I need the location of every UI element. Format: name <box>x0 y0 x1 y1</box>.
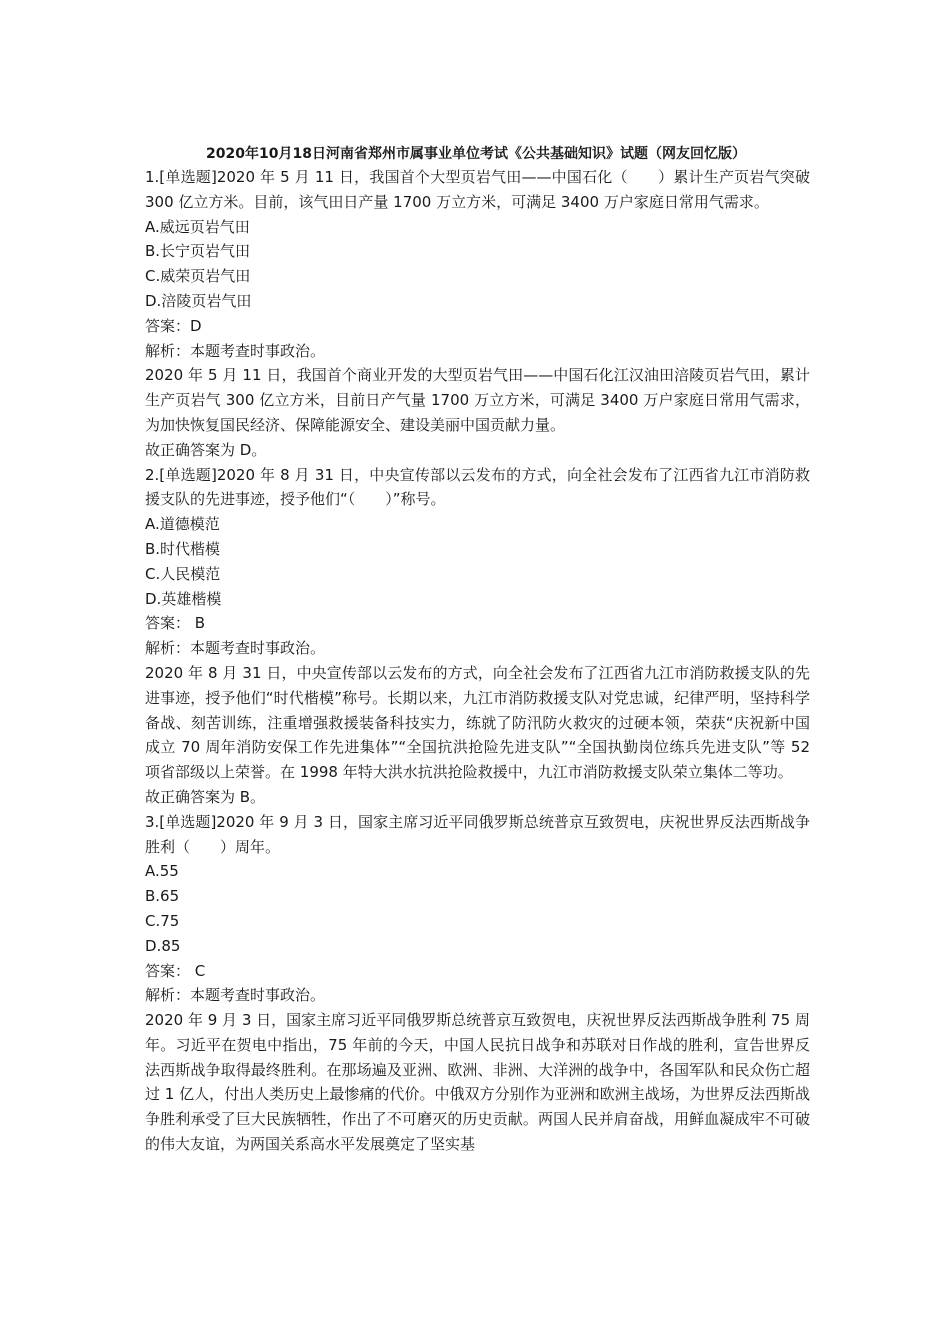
question-2-option-c: C.人民模范 <box>145 564 221 583</box>
question-3-option-a: A.55 <box>145 862 179 881</box>
question-3-answer: 答案： C <box>145 961 206 980</box>
question-1-conclusion: 故正确答案为 D。 <box>145 440 267 459</box>
question-2-option-b: B.时代楷模 <box>145 539 221 558</box>
question-2-answer: 答案： B <box>145 614 206 633</box>
question-2-analysis: 2020 年 8 月 31 日，中央宣传部以云发布的方式，向全社会发布了江西省九江市消防救援支队的先进事迹，授予他们“时代楷模”称号。长期以来，九江市消防救援支队对党忠诚，纪律严明，坚持科学备战、刻苦训练，注重增强救援装备科技实力，练就了防汛防火救灾的过硬本领，荣获“庆祝新中国成立 70 周年消防安保工作先进集体”“全国抗洪抢险先进支队”“全国执勤岗位练兵先进支队”等 52 项省部级以上荣誉。在 1998 年特大洪水抗洪抢险救援中，九江市消防救援支队荣立集体二等功。 <box>145 663 810 782</box>
question-1-option-a: A.威远页岩气田 <box>145 217 250 236</box>
question-3-stem: 3.[单选题]2020 年 9 月 3 日，国家主席习近平同俄罗斯总统普京互致贺电，庆祝世界反法西斯战争胜利（ ）周年。 <box>145 812 810 856</box>
question-1-option-c: C.威荣页岩气田 <box>145 267 251 286</box>
question-1-option-b: B.长宁页岩气田 <box>145 242 251 261</box>
document-body <box>145 165 810 1157</box>
question-3-analysis-label: 解析：本题考查时事政治。 <box>145 986 326 1005</box>
question-1-answer: 答案：D <box>145 316 202 335</box>
question-1-stem: 1.[单选题]2020 年 5 月 11 日，我国首个大型页岩气田——中国石化（ ）累计生产页岩气突破 300 亿立方米。目前，该气田日产量 1700 万立方米，可满足 3400 万户家庭日常用气需求。 <box>145 168 810 211</box>
question-1-analysis: 2020 年 5 月 11 日，我国首个商业开发的大型页岩气田——中国石化江汉油田涪陵页岩气田，累计生产页岩气 300 亿立方米，目前日产气量 1700 万立方米，可满足 3400 万户家庭日常用气需求，为加快恢复国民经济、保障能源安全、建设美丽中国贡献力量。 <box>145 366 810 434</box>
question-1-analysis-label: 解析：本题考查时事政治。 <box>145 341 326 360</box>
question-2-stem: 2.[单选题]2020 年 8 月 31 日，中央宣传部以云发布的方式，向全社会发布了江西省九江市消防救援支队的先进事迹，授予他们“（ ）”称号。 <box>145 465 810 509</box>
question-2-conclusion: 故正确答案为 B。 <box>145 787 266 806</box>
question-1-option-d: D.涪陵页岩气田 <box>145 291 252 310</box>
question-3-option-b: B.65 <box>145 887 180 906</box>
question-2-option-a: A.道德模范 <box>145 515 220 534</box>
question-3-option-c: C.75 <box>145 911 180 930</box>
question-2-analysis-label: 解析：本题考查时事政治。 <box>145 639 326 658</box>
question-3-analysis: 2020 年 9 月 3 日，国家主席习近平同俄罗斯总统普京互致贺电，庆祝世界反法西斯战争胜利 75 周年。习近平在贺电中指出，75 年前的今天，中国人民抗日战争和苏联对日作战的胜利，宣告世界反法西斯战争取得最终胜利。在那场遍及亚洲、欧洲、非洲、大洋洲的战争中，各国军队和民众伤亡超过 1 亿人，付出人类历史上最惨痛的代价。中俄双方分别作为亚洲和欧洲主战场，为世界反法西斯战争胜利承受了巨大民族牺牲，作出了不可磨灭的历史贡献。两国人民并肩奋战，用鲜血凝成牢不可破的伟大友谊，为两国关系高水平发展奠定了坚实基 <box>145 1011 810 1154</box>
question-2-option-d: D.英雄楷模 <box>145 589 222 608</box>
document-title: 2020年10月18日河南省郑州市属事业单位考试《公共基础知识》试题（网友回忆版） <box>206 146 746 162</box>
question-3-option-d: D.85 <box>145 936 181 955</box>
